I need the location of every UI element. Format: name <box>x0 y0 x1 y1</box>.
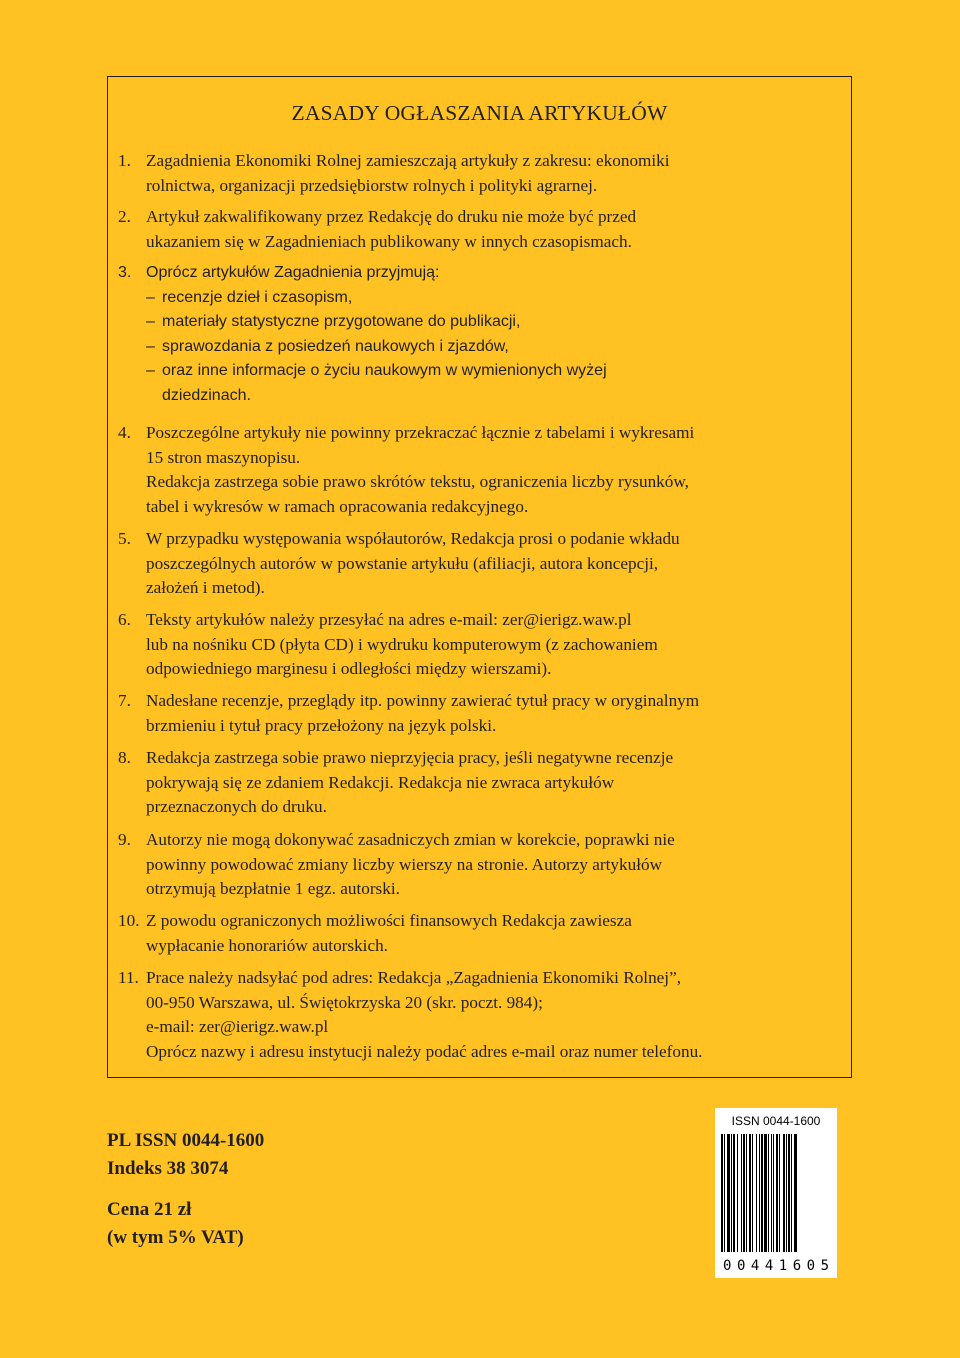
rule-number: 4. <box>118 423 131 442</box>
dash-item: – sprawozdania z posiedzeń naukowych i zjazdów, <box>146 337 509 355</box>
barcode-bar <box>727 1134 730 1252</box>
rule-2 <box>118 205 843 254</box>
rule-text-line: Oprócz nazwy i adresu instytucji należy podać adres e-mail oraz numer telefonu. <box>146 1041 703 1061</box>
barcode-digit: 0 <box>723 1258 732 1274</box>
rule-4 <box>118 421 843 519</box>
barcode-bar <box>776 1134 778 1252</box>
rule-text-line: Prace należy nadsyłać pod adres: Redakcja „Zagadnienia Ekonomiki Rolnej”, <box>146 968 681 987</box>
barcode-bar <box>749 1134 751 1252</box>
rules-box <box>107 76 852 1078</box>
rule-text-line: Artykuł zakwalifikowany przez Redakcję do druku nie może być przed <box>146 207 637 226</box>
price: Cena 21 zł <box>107 1199 192 1220</box>
rule-text-line: Poszczególne artykuły nie powinny przekraczać łącznie z tabelami i wykresami <box>146 423 695 442</box>
rule-text-line: 15 stron maszynopisu. <box>146 447 301 467</box>
rule-number: 11. <box>118 968 139 987</box>
barcode-digit: 0 <box>736 1258 746 1274</box>
rule-text-line: e-mail: zer@ierigz.waw.pl <box>146 1017 329 1036</box>
rule-number: 7. <box>118 691 131 710</box>
barcode-digit: 1 <box>778 1258 788 1274</box>
index-number: Indeks 38 3074 <box>107 1158 229 1179</box>
barcode-bar <box>759 1134 760 1252</box>
rule-text-line: Teksty artykułów należy przesyłać na adres e-mail: zer@ierigz.waw.pl <box>146 610 632 629</box>
barcode-digits <box>721 1258 831 1274</box>
barcode-bar <box>786 1134 787 1252</box>
rule-text-line: założeń i metod). <box>146 578 265 597</box>
barcode-bar <box>794 1134 797 1252</box>
barcode-bar <box>788 1134 790 1252</box>
barcode-bar <box>768 1134 769 1252</box>
barcode-bar <box>724 1134 725 1252</box>
rule-number: 5. <box>118 529 131 548</box>
barcode-label: ISSN 0044-1600 <box>731 1114 821 1128</box>
rule-text-line: brzmieniu i tytuł pracy przełożony na język polski. <box>146 715 497 735</box>
rule-text-line: 00-950 Warszawa, ul. Świętokrzyska 20 (skr. poczt. 984); <box>146 992 543 1012</box>
rule-number: 3. <box>118 264 132 281</box>
rule-11 <box>118 966 843 1064</box>
barcode-bar <box>761 1134 763 1252</box>
barcode-digit: 4 <box>764 1258 774 1274</box>
dash-item: – oraz inne informacje o życiu naukowym w wymienionych wyżej <box>146 362 607 379</box>
vat-note: (w tym 5% VAT) <box>107 1227 244 1248</box>
barcode-bar <box>756 1134 757 1252</box>
rule-8 <box>118 746 843 820</box>
rule-text-line: lub na nośniku CD (płyta CD) i wydruku komputerowym (z zachowaniem <box>146 634 658 654</box>
issn-block <box>107 1127 264 1183</box>
barcode-bar <box>733 1134 735 1252</box>
barcode-bar <box>741 1134 742 1252</box>
rule-text-line: Zagadnienia Ekonomiki Rolnej zamieszczają artykuły z zakresu: ekonomiki <box>146 151 670 170</box>
barcode-bar <box>783 1134 785 1252</box>
dash-item: – recenzje dzieł i czasopism, <box>146 288 353 306</box>
rule-10 <box>118 909 843 958</box>
rule-text-line: odpowiedniego marginesu i odległości między wierszami). <box>146 659 552 678</box>
barcode-digit: 5 <box>820 1258 829 1274</box>
rule-text-line: Z powodu ograniczonych możliwości finansowych Redakcja zawiesza <box>146 911 632 930</box>
barcode-bar <box>721 1134 723 1252</box>
barcode-bar <box>771 1134 772 1252</box>
rule-number: 6. <box>118 610 131 629</box>
barcode-bar <box>737 1134 738 1252</box>
barcode-digit: 4 <box>750 1258 760 1274</box>
barcode-bar <box>752 1134 753 1252</box>
barcode-bar <box>773 1134 774 1252</box>
rule-text-line: powinny powodować zmiany liczby wierszy na stronie. Autorzy artykułów <box>146 854 662 874</box>
rule-number: 2. <box>118 207 131 226</box>
barcode-digit: 6 <box>792 1258 802 1274</box>
rule-text-line: W przypadku występowania współautorów, Redakcja prosi o podanie wkładu <box>146 529 680 548</box>
page-title: ZASADY OGŁASZANIA ARTYKUŁÓW <box>291 101 668 125</box>
rule-6 <box>118 608 843 682</box>
barcode-bar <box>791 1134 792 1252</box>
barcode-bar <box>743 1134 745 1252</box>
rule-text-line: poszczególnych autorów w powstanie artykułu (afiliacji, autora koncepcji, <box>146 553 659 573</box>
barcode-bar <box>779 1134 780 1252</box>
rule-number: 1. <box>118 151 131 170</box>
barcode-digit: 0 <box>806 1258 816 1274</box>
rule-number: 8. <box>118 748 131 767</box>
rule-9 <box>118 828 843 902</box>
rule-1 <box>118 149 843 198</box>
rule-7 <box>118 689 843 738</box>
rule-text-line: otrzymują bezpłatnie 1 egz. autorski. <box>146 879 400 898</box>
rule-text-line: Redakcja zastrzega sobie prawo skrótów tekstu, ograniczenia liczby rysunków, <box>146 472 689 491</box>
rule-text-line: pokrywają się ze zdaniem Redakcji. Redakcja nie zwraca artykułów <box>146 772 615 792</box>
rule-3 <box>118 261 843 408</box>
barcode-bar <box>746 1134 747 1252</box>
dash-item: – materiały statystyczne przygotowane do publikacji, <box>146 313 521 330</box>
rule-number: 10. <box>118 911 140 930</box>
rule-text-line: ukazaniem się w Zagadnieniach publikowany w innych czasopismach. <box>146 231 632 251</box>
rule-5 <box>118 527 843 601</box>
rule-text-line: wypłacanie honorariów autorskich. <box>146 935 388 955</box>
rule-text-line: przeznaczonych do druku. <box>146 797 327 816</box>
rule-text-line: Redakcja zastrzega sobie prawo nieprzyjęcia pracy, jeśli negatywne recenzje <box>146 748 674 767</box>
rule-text-line: Oprócz artykułów Zagadnienia przyjmują: <box>146 264 440 281</box>
barcode <box>715 1108 837 1278</box>
dash-item-continuation: dziedzinach. <box>162 386 251 404</box>
rule-text-line: tabel i wykresów w ramach opracowania redakcyjnego. <box>146 496 529 516</box>
rule-text-line: Autorzy nie mogą dokonywać zasadniczych zmian w korekcie, poprawki nie <box>146 830 675 849</box>
issn-number: PL ISSN 0044-1600 <box>107 1130 265 1151</box>
barcode-bar <box>731 1134 732 1252</box>
rule-number: 9. <box>118 830 131 849</box>
barcode-bar <box>764 1134 767 1252</box>
rule-text-line: rolnictwa, organizacji przedsiębiorstw rolnych i polityki agrarnej. <box>146 175 598 195</box>
barcode-bars <box>721 1134 831 1252</box>
rule-text-line: Nadesłane recenzje, przeglądy itp. powinny zawierać tytuł pracy w oryginalnym <box>146 691 700 710</box>
price-block <box>107 1196 244 1252</box>
